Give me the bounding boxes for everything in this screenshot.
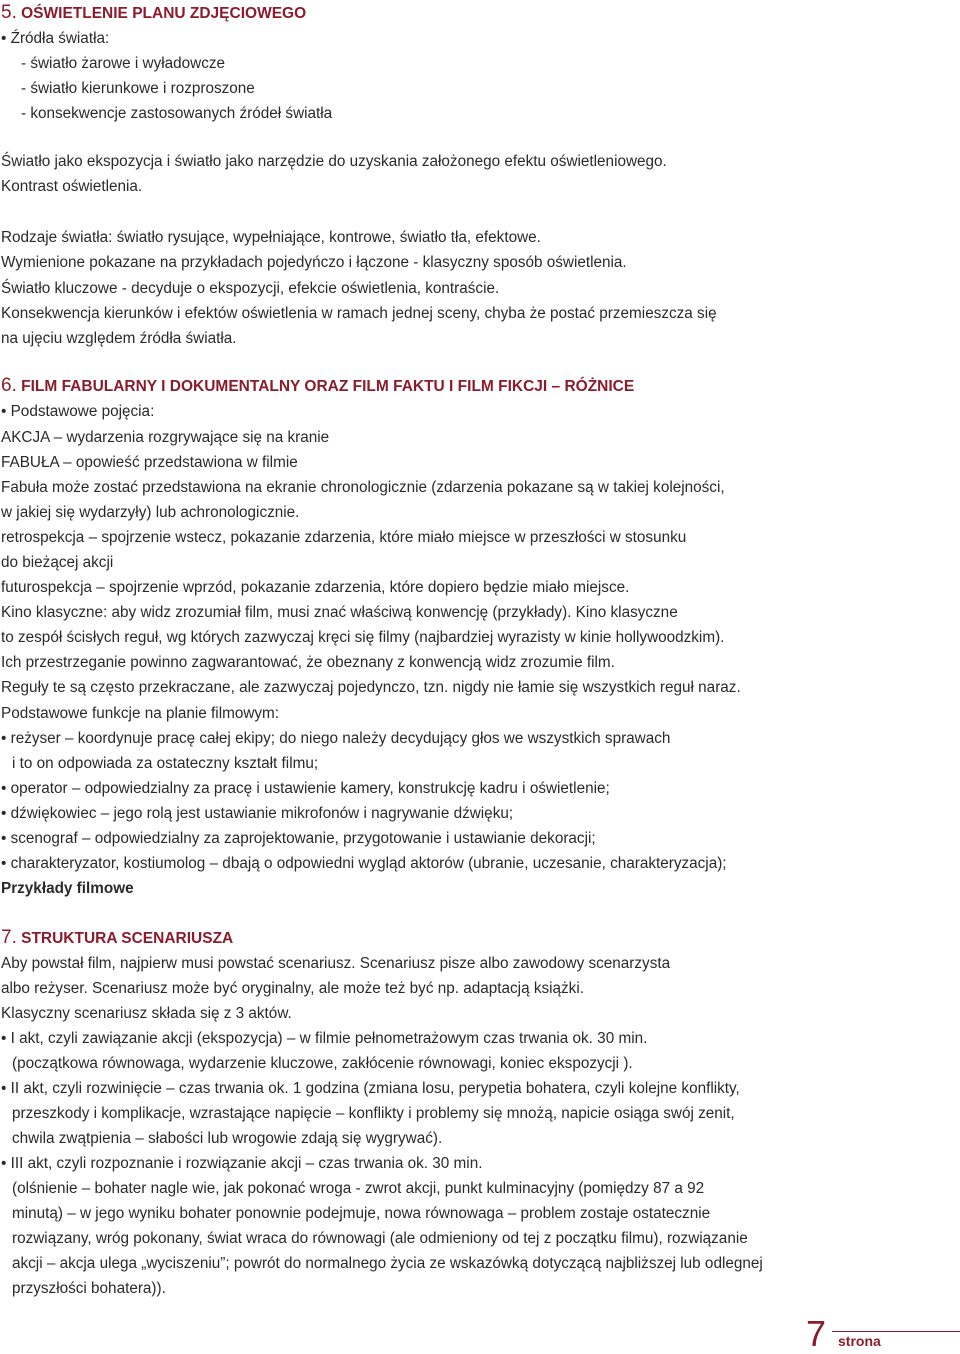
film-examples-label: Przykłady filmowe (1, 880, 134, 897)
page-label: strona (838, 1333, 881, 1349)
text-line: futurospekcja – spojrzenie wprzód, pokazanie zdarzenia, które dopiero będzie miało miejsce. (1, 579, 630, 596)
text-line: przyszłości bohatera)). (12, 1280, 166, 1297)
text-line: • Podstawowe pojęcia: (1, 403, 155, 420)
text-line: (początkowa równowaga, wydarzenie kluczowe, zakłócenie równowagi, koniec ekspozycji ). (12, 1055, 633, 1072)
text-line: Wymienione pokazane na przykładach pojedyńczo i łączone - klasyczny sposób oświetlenia. (1, 254, 627, 271)
list-item: • II akt, czyli rozwinięcie – czas trwania ok. 1 godzina (zmiana losu, perypetia bohatera, czyli kolejne konflikty, (1, 1080, 740, 1097)
text-line: Aby powstał film, najpierw musi powstać scenariusz. Scenariusz pisze albo zawodowy scenarzysta (1, 955, 671, 972)
text-line: (olśnienie – bohater nagle wie, jak pokonać wroga - zwrot akcji, punkt kulminacyjny (pomiędzy 87 a 92 (12, 1180, 705, 1197)
text-line: Kino klasyczne: aby widz zrozumiał film, musi znać właściwą konwencję (przykłady). Kino klasyczne (1, 604, 678, 621)
text-line: - światło żarowe i wyładowcze (21, 55, 226, 72)
text-line: Podstawowe funkcje na planie filmowym: (1, 705, 280, 722)
list-item: • charakteryzator, kostiumolog – dbają o odpowiedni wygląd aktorów (ubranie, uczesanie, charakteryzacja); (1, 855, 727, 872)
section-5-title: OŚWIETLENIE PLANU ZDJĘCIOWEGO (21, 5, 307, 22)
section-5-number: 5. (1, 2, 17, 23)
section-6-number: 6. (1, 375, 17, 396)
section-7-heading (1, 928, 233, 949)
text-line: - światło kierunkowe i rozproszone (21, 80, 255, 97)
text-line: chwila zwątpienia – słabości lub wrogowie zdają się wygrywać). (12, 1130, 443, 1147)
text-line: Rodzaje światła: światło rysujące, wypełniające, kontrowe, światło tła, efektowe. (1, 229, 541, 246)
text-line: - konsekwencje zastosowanych źródeł światła (21, 105, 333, 122)
footer-rule (832, 1331, 960, 1332)
list-item: • scenograf – odpowiedzialny za zaprojektowanie, przygotowanie i ustawianie dekoracji; (1, 830, 596, 847)
section-6-heading (1, 376, 634, 397)
section-7-number: 7. (1, 927, 17, 948)
list-item: • I akt, czyli zawiązanie akcji (ekspozycja) – w filmie pełnometrażowym czas trwania ok. 30 min. (1, 1030, 648, 1047)
text-line: i to on odpowiada za ostateczny kształt filmu; (12, 755, 319, 772)
text-line: Klasyczny scenariusz składa się z 3 aktów. (1, 1005, 292, 1022)
list-item: • operator – odpowiedzialny za pracę i ustawienie kamery, konstrukcję kadru i oświetlenie; (1, 780, 610, 797)
text-line: Reguły te są często przekraczane, ale zazwyczaj pojedynczo, tzn. nigdy nie łamie się wszystkich reguł naraz. (1, 679, 741, 696)
section-5-heading (1, 3, 306, 24)
list-item: • reżyser – koordynuje pracę całej ekipy; do niego należy decydujący głos we wszystkich sprawach (1, 730, 671, 747)
text-line: Kontrast oświetlenia. (1, 178, 143, 195)
text-line: do bieżącej akcji (1, 554, 114, 571)
text-line: akcji – akcja ulega „wyciszeniu”; powrót do normalnego życia ze wskazówką dotyczącą najbliższej lub odlegnej (12, 1255, 763, 1272)
text-line: Fabuła może zostać przedstawiona na ekranie chronologicznie (zdarzenia pokazane są w takiej kolejności, (1, 479, 725, 496)
text-line: AKCJA – wydarzenia rozgrywające się na kranie (1, 429, 330, 446)
page-number: 7 (806, 1313, 827, 1354)
text-line: Ich przestrzeganie powinno zagwarantować, że obeznany z konwencją widz zrozumie film. (1, 654, 615, 671)
text-line: rozwiązany, wróg pokonany, świat wraca do równowagi (ale odmieniony od tej z początku filmu), rozwiązanie (12, 1230, 748, 1247)
text-line: FABUŁA – opowieść przedstawiona w filmie (1, 454, 298, 471)
text-line: • Źródła światła: (1, 30, 110, 47)
section-7-title: STRUKTURA SCENARIUSZA (21, 930, 234, 947)
list-item: • dźwiękowiec – jego rolą jest ustawianie mikrofonów i nagrywanie dźwięku; (1, 805, 514, 822)
text-line: w jakiej się wydarzyły) lub achronologicznie. (1, 504, 300, 521)
text-line: Światło jako ekspozycja i światło jako narzędzie do uzyskania założonego efektu oświetleniowego. (1, 153, 667, 170)
text-line: minutą) – w jego wyniku bohater ponownie podejmuje, nowa równowaga – problem zostaje ostatecznie (12, 1205, 711, 1222)
section-6-title: FILM FABULARNY I DOKUMENTALNY ORAZ FILM FAKTU I FILM FIKCJI – RÓŻNICE (21, 378, 635, 395)
text-line: to zespół ścisłych reguł, wg których zazwyczaj kręci się filmy (najbardziej wyrazisty w kinie hollywoodzkim). (1, 629, 725, 646)
text-line: albo reżyser. Scenariusz może być oryginalny, ale może też być np. adaptacją książki. (1, 980, 584, 997)
text-line: Światło kluczowe - decyduje o ekspozycji, efekcie oświetlenia, kontraście. (1, 280, 500, 297)
text-line: na ujęciu względem źródła światła. (1, 330, 237, 347)
list-item: • III akt, czyli rozpoznanie i rozwiązanie akcji – czas trwania ok. 30 min. (1, 1155, 483, 1172)
text-line: retrospekcja – spojrzenie wstecz, pokazanie zdarzenia, które miało miejsce w przeszłości w stosunku (1, 529, 687, 546)
text-line: przeszkody i komplikacje, wzrastające napięcie – konflikty i problemy się mnożą, napicie osiąga swój zenit, (12, 1105, 735, 1122)
text-line: Konsekwencja kierunków i efektów oświetlenia w ramach jednej sceny, chyba że postać przemieszcza się (1, 305, 717, 322)
